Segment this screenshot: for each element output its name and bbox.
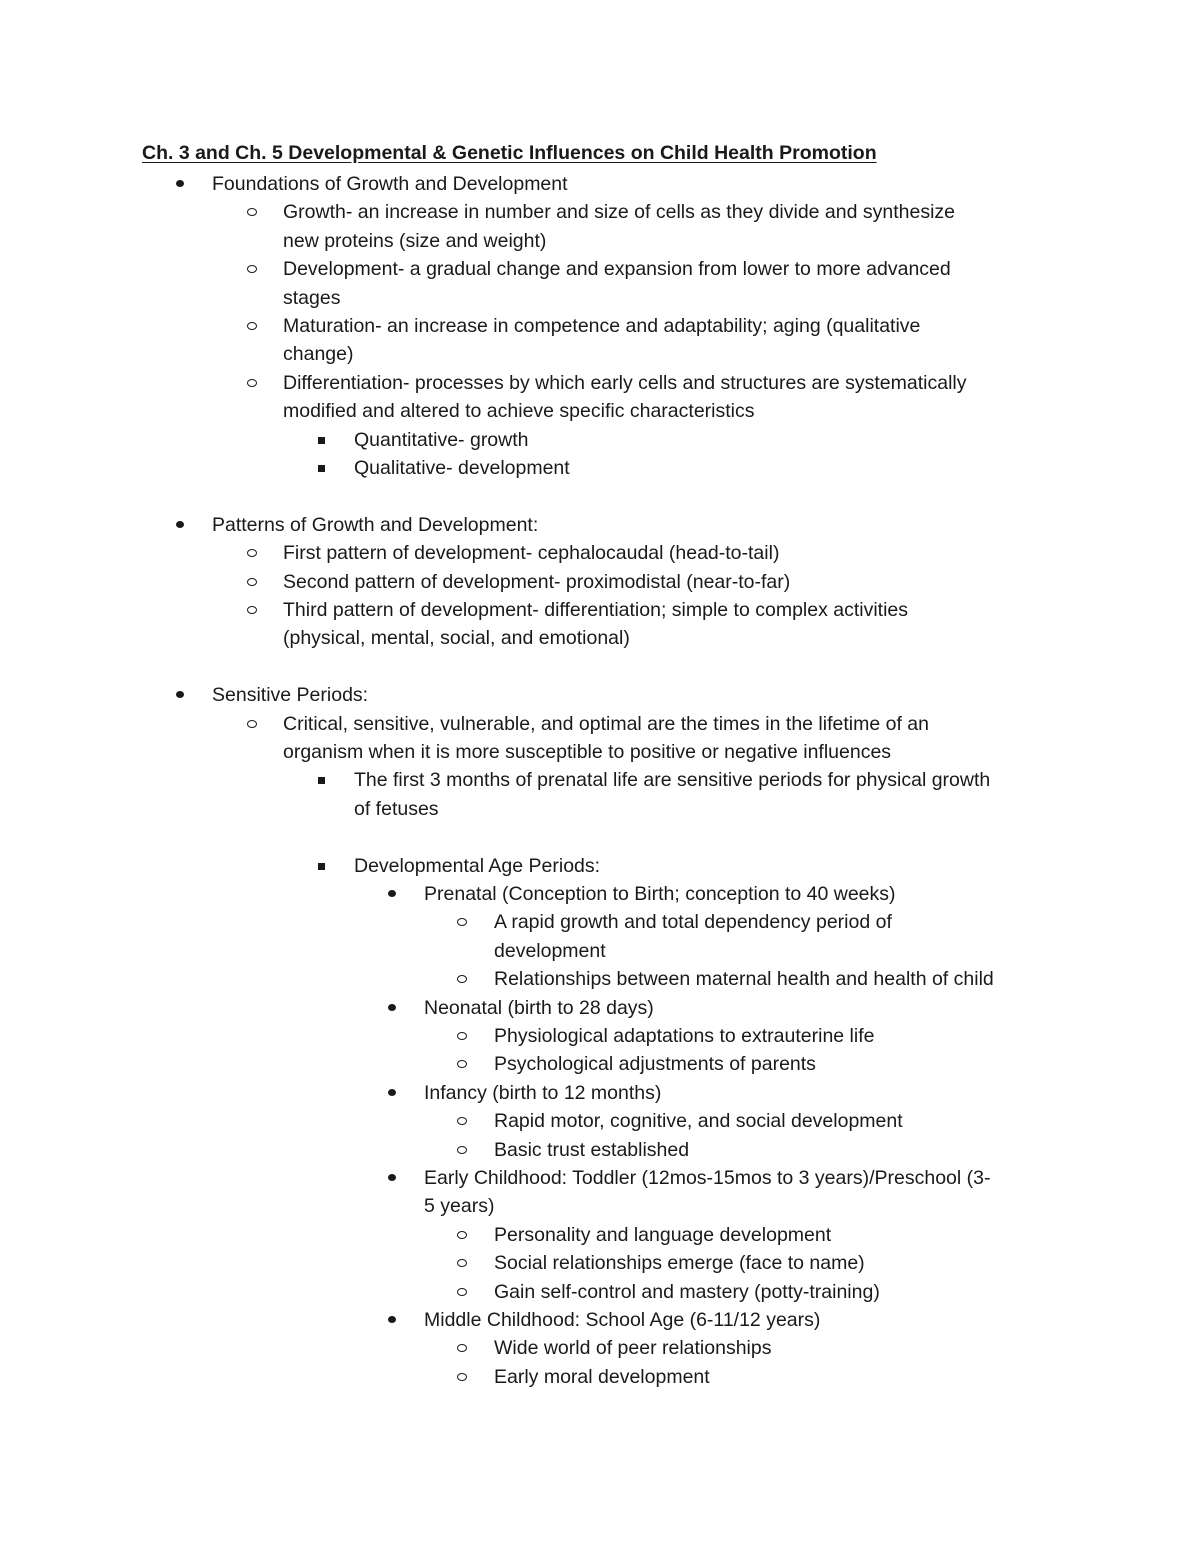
square-bullet-icon (314, 856, 334, 876)
outline-item: new proteins (size and weight) (283, 229, 547, 252)
outline-item: Maturation- an increase in competence and adaptability; aging (qualitative (283, 315, 921, 337)
hollow-bullet-icon (244, 202, 264, 222)
period-detail: Social relationships emerge (face to name) (494, 1252, 865, 1275)
outline-item: Third pattern of development- differentiation; simple to complex activities (283, 599, 909, 621)
period-detail: Relationships between maternal health and health of child (494, 968, 994, 991)
age-period: Infancy (birth to 12 months) (424, 1081, 662, 1104)
age-period: Prenatal (Conception to Birth; conception to 40 weeks) (424, 883, 896, 905)
section-heading: Patterns of Growth and Development: (212, 513, 539, 536)
section-heading: Sensitive Periods: (212, 684, 369, 707)
hollow-bullet-icon (244, 600, 264, 620)
hollow-bullet-icon (244, 259, 264, 279)
bullet-icon (384, 1310, 404, 1330)
bullet-icon (384, 998, 404, 1018)
period-detail: development (494, 939, 606, 962)
hollow-bullet-icon (454, 912, 474, 932)
hollow-bullet-icon (454, 1140, 474, 1160)
age-period: Middle Childhood: School Age (6-11/12 years) (424, 1309, 821, 1331)
period-detail: Gain self-control and mastery (potty-training) (494, 1280, 880, 1303)
sub-item: Developmental Age Periods: (354, 854, 601, 877)
outline-item: Differentiation- processes by which early cells and structures are systematically (283, 371, 967, 394)
hollow-bullet-icon (454, 1054, 474, 1074)
hollow-bullet-icon (454, 1111, 474, 1131)
bullet-icon (172, 685, 192, 705)
sub-item: The first 3 months of prenatal life are sensitive periods for physical growth (354, 769, 991, 792)
hollow-bullet-icon (244, 373, 264, 393)
outline-item: Second pattern of development- proximodistal (near-to-far) (283, 570, 791, 593)
period-detail: Early moral development (494, 1365, 710, 1388)
period-detail: Personality and language development (494, 1223, 832, 1246)
outline-item: First pattern of development- cephalocaudal (head-to-tail) (283, 542, 780, 565)
period-detail: Psychological adjustments of parents (494, 1053, 816, 1076)
outline-item: Growth- an increase in number and size of cells as they divide and synthesize (283, 201, 956, 224)
period-detail: Rapid motor, cognitive, and social development (494, 1110, 903, 1133)
square-bullet-icon (314, 770, 334, 790)
square-bullet-icon (314, 430, 334, 450)
document-title: Ch. 3 and Ch. 5 Developmental & Genetic Influences on Child Health Promotion (142, 142, 877, 164)
hollow-bullet-icon (244, 543, 264, 563)
sub-item: Qualitative- development (354, 457, 570, 479)
period-detail: Physiological adaptations to extrauterine life (494, 1025, 875, 1047)
bullet-icon (384, 1168, 404, 1188)
outline-item: (physical, mental, social, and emotional) (283, 627, 630, 650)
hollow-bullet-icon (454, 1225, 474, 1245)
hollow-bullet-icon (454, 1282, 474, 1302)
period-detail: Wide world of peer relationships (494, 1337, 772, 1360)
age-period: Neonatal (birth to 28 days) (424, 996, 654, 1019)
square-bullet-icon (314, 458, 334, 478)
bullet-icon (384, 1083, 404, 1103)
bullet-icon (172, 174, 192, 194)
outline-item: Development- a gradual change and expansion from lower to more advanced (283, 258, 951, 281)
age-period: 5 years) (424, 1195, 495, 1218)
outline-item: Critical, sensitive, vulnerable, and optimal are the times in the lifetime of an (283, 712, 929, 735)
outline-item: change) (283, 343, 354, 366)
age-period: Early Childhood: Toddler (12mos-15mos to 3 years)/Preschool (3- (424, 1167, 991, 1189)
period-detail: Basic trust established (494, 1138, 690, 1161)
bullet-icon (172, 515, 192, 535)
sub-item: Quantitative- growth (354, 428, 529, 451)
outline-item: modified and altered to achieve specific characteristics (283, 400, 755, 423)
section-heading: Foundations of Growth and Development (212, 173, 568, 195)
outline-item: stages (283, 286, 341, 309)
hollow-bullet-icon (454, 1338, 474, 1358)
hollow-bullet-icon (244, 714, 264, 734)
hollow-bullet-icon (454, 1253, 474, 1273)
hollow-bullet-icon (244, 316, 264, 336)
hollow-bullet-icon (244, 572, 264, 592)
sub-item: of fetuses (354, 797, 439, 820)
outline-item: organism when it is more susceptible to positive or negative influences (283, 741, 892, 763)
bullet-icon (384, 884, 404, 904)
period-detail: A rapid growth and total dependency period of (494, 911, 892, 934)
hollow-bullet-icon (454, 1026, 474, 1046)
hollow-bullet-icon (454, 1367, 474, 1387)
hollow-bullet-icon (454, 969, 474, 989)
